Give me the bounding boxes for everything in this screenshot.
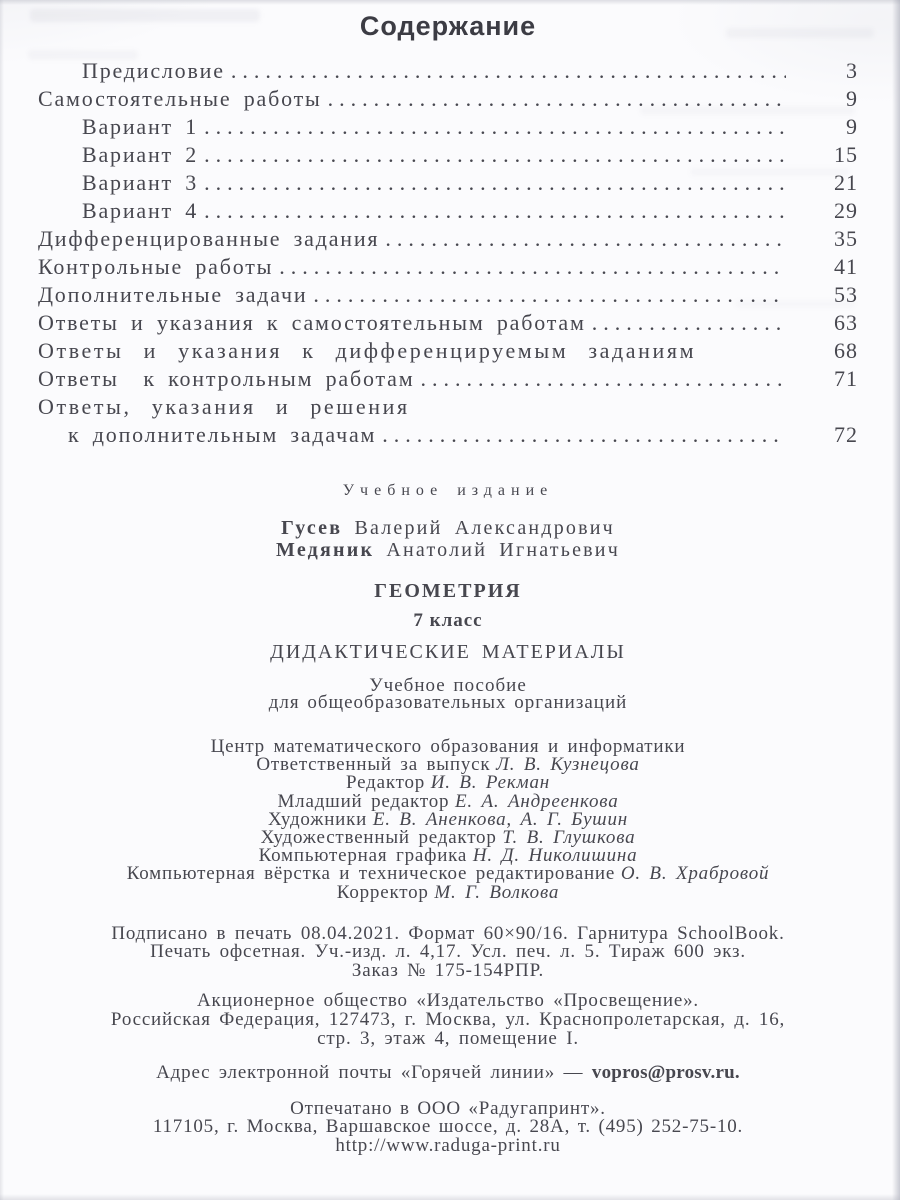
- toc-page-number: 9: [846, 114, 858, 139]
- toc-row: [38, 198, 858, 226]
- toc-leader-dots: [385, 226, 786, 252]
- toc-page-number: 53: [834, 282, 858, 307]
- scan-edge-shadow: [892, 0, 900, 1200]
- print-info-block: [38, 922, 858, 982]
- hotline-email: vopros@prosv.ru.: [591, 1061, 740, 1083]
- book-subtitle: ДИДАКТИЧЕСКИЕ МАТЕРИАЛЫ: [270, 641, 626, 663]
- credit-name: Е. В. Аненкова, А. Г. Бушин: [372, 808, 628, 830]
- toc-row: [38, 226, 858, 254]
- toc-row: [38, 142, 858, 170]
- toc-item-label: Дополнительные задачи: [38, 282, 308, 307]
- text-line: Отпечатано в ООО «Радугапринт».: [290, 1097, 606, 1119]
- text-line: Подписано в печать 08.04.2021. Формат 60×90/16. Гарнитура SchoolBook.: [111, 922, 785, 944]
- credit-name: О. В. Храбровой: [620, 863, 770, 885]
- edition-note: Учебное издание: [342, 482, 554, 499]
- toc-page-number: 9: [846, 86, 858, 111]
- text-line: Российская Федерация, 127473, г. Москва, ул. Краснопролетарская, д. 16,: [110, 1008, 786, 1030]
- credit-role: Корректор: [336, 881, 429, 903]
- toc-page-number: 68: [834, 338, 858, 363]
- toc-row: [38, 86, 858, 114]
- toc-item-label: Ответы, указания и решения: [38, 394, 410, 419]
- hotline-line: [38, 1062, 858, 1084]
- authors-block: [38, 517, 858, 561]
- toc-page-number: 21: [834, 170, 858, 195]
- text-line: Печать офсетная. Уч.-изд. л. 4,17. Усл. печ. л. 5. Тираж 600 экз.: [150, 941, 746, 963]
- printer-block: [38, 1097, 858, 1156]
- toc-row: [38, 366, 858, 394]
- toc-row: [38, 254, 858, 282]
- text-line: Акционерное общество «Издательство «Просвещение».: [197, 989, 699, 1011]
- toc-item-label: Ответы и указания к дифференцируемым заданиям: [38, 338, 697, 363]
- credit-name: Т. В. Глушкова: [502, 827, 636, 849]
- credit-name: Л. В. Кузнецова: [496, 754, 640, 776]
- toc-page-number: 3: [846, 58, 858, 83]
- toc-leader-dots: [279, 254, 786, 280]
- toc-leader-dots: [420, 366, 786, 392]
- toc-item-label: Вариант 3: [82, 170, 199, 195]
- toc-item-label: Вариант 4: [82, 198, 199, 223]
- toc-item-label: Предисловие: [82, 58, 225, 83]
- page-title: Содержание: [359, 11, 537, 41]
- toc-leader-dots: [592, 310, 786, 336]
- credit-line: [38, 881, 858, 903]
- toc-page-number: 72: [834, 422, 858, 447]
- toc-page-number: 41: [834, 254, 858, 279]
- author-surname: Медяник: [276, 539, 375, 561]
- credit-name: М. Г. Волкова: [434, 881, 560, 903]
- author-name: Валерий Александрович: [354, 517, 615, 539]
- toc-row: [38, 282, 858, 310]
- credit-role: Ответственный за выпуск: [256, 754, 491, 776]
- hotline-text: Адрес электронной почты «Горячей линии» —: [156, 1061, 584, 1083]
- toc-leader-dots: [313, 282, 786, 308]
- edition-type-block: [38, 677, 858, 711]
- toc-leader-dots: [231, 58, 786, 84]
- credit-role: Художники: [268, 808, 368, 830]
- toc-leader-dots: [204, 142, 786, 168]
- text-line: 117105, г. Москва, Варшавское шоссе, д. 28А, т. (495) 252-75-10.: [152, 1116, 744, 1138]
- author-line: [38, 517, 858, 539]
- toc-leader-dots: [204, 170, 786, 196]
- toc-item-label: Ответы к контрольным работам: [38, 366, 415, 391]
- toc-row: [38, 310, 858, 338]
- toc-page-number: 15: [834, 142, 858, 167]
- toc-item-label: Контрольные работы: [38, 254, 274, 279]
- toc-item-label: к дополнительным задачам: [68, 422, 377, 447]
- toc-leader-dots: [204, 114, 786, 140]
- toc-list: [38, 58, 858, 450]
- credits-block: [38, 738, 858, 902]
- toc-item-label: Самостоятельные работы: [38, 86, 322, 111]
- toc-item-label: Дифференцированные задания: [38, 226, 380, 251]
- toc-leader-dots: [204, 198, 786, 224]
- toc-page-number: 63: [834, 310, 858, 335]
- author-name: Анатолий Игнатьевич: [386, 539, 620, 561]
- credit-role: Компьютерная графика: [258, 845, 468, 867]
- toc-item-label: Вариант 1: [82, 114, 199, 139]
- toc-item-label: Вариант 2: [82, 142, 199, 167]
- text-line: стр. 3, этаж 4, помещение I.: [317, 1028, 579, 1050]
- publisher-block: [38, 991, 858, 1049]
- text-line: для общеобразовательных организаций: [268, 692, 628, 713]
- credit-name: Н. Д. Николишина: [472, 845, 638, 867]
- toc-page-number: 35: [834, 226, 858, 251]
- toc-page-number: 29: [834, 198, 858, 223]
- text-line: http://www.raduga-print.ru: [335, 1134, 561, 1156]
- scan-edge-bottom: [0, 1194, 900, 1200]
- text-line: Заказ № 175-154РПР.: [351, 960, 545, 982]
- toc-page-number: 71: [834, 366, 858, 391]
- credit-role: Художественный редактор: [260, 827, 497, 849]
- toc-row: [38, 422, 858, 450]
- toc-row: [38, 338, 858, 366]
- toc-row: [38, 58, 858, 86]
- credit-name: И. В. Рекман: [430, 772, 550, 794]
- toc-row: [38, 170, 858, 198]
- toc-leader-dots: [328, 86, 786, 112]
- toc-row: [38, 394, 858, 422]
- book-title: ГЕОМЕТРИЯ: [374, 580, 522, 602]
- toc-item-label: Ответы и указания к самостоятельным работам: [38, 310, 586, 335]
- page-content: [38, 0, 858, 1155]
- scan-edge-left: [0, 0, 4, 1200]
- colophon: [38, 482, 858, 1155]
- credit-role: Компьютерная вёрстка и техническое редактирование: [126, 863, 616, 885]
- toc-leader-dots: [382, 422, 786, 448]
- grade-line: 7 класс: [413, 610, 483, 631]
- author-surname: Гусев: [281, 517, 343, 539]
- credit-name: Е. А. Андреенкова: [454, 790, 619, 812]
- toc-row: [38, 114, 858, 142]
- credit-line: [38, 865, 858, 883]
- text-line: Учебное пособие: [369, 675, 527, 696]
- credit-role: Редактор: [346, 772, 426, 794]
- credit-role: Младший редактор: [277, 790, 450, 812]
- author-line: [38, 539, 858, 561]
- credit-role: Центр математического образования и информатики: [210, 736, 686, 757]
